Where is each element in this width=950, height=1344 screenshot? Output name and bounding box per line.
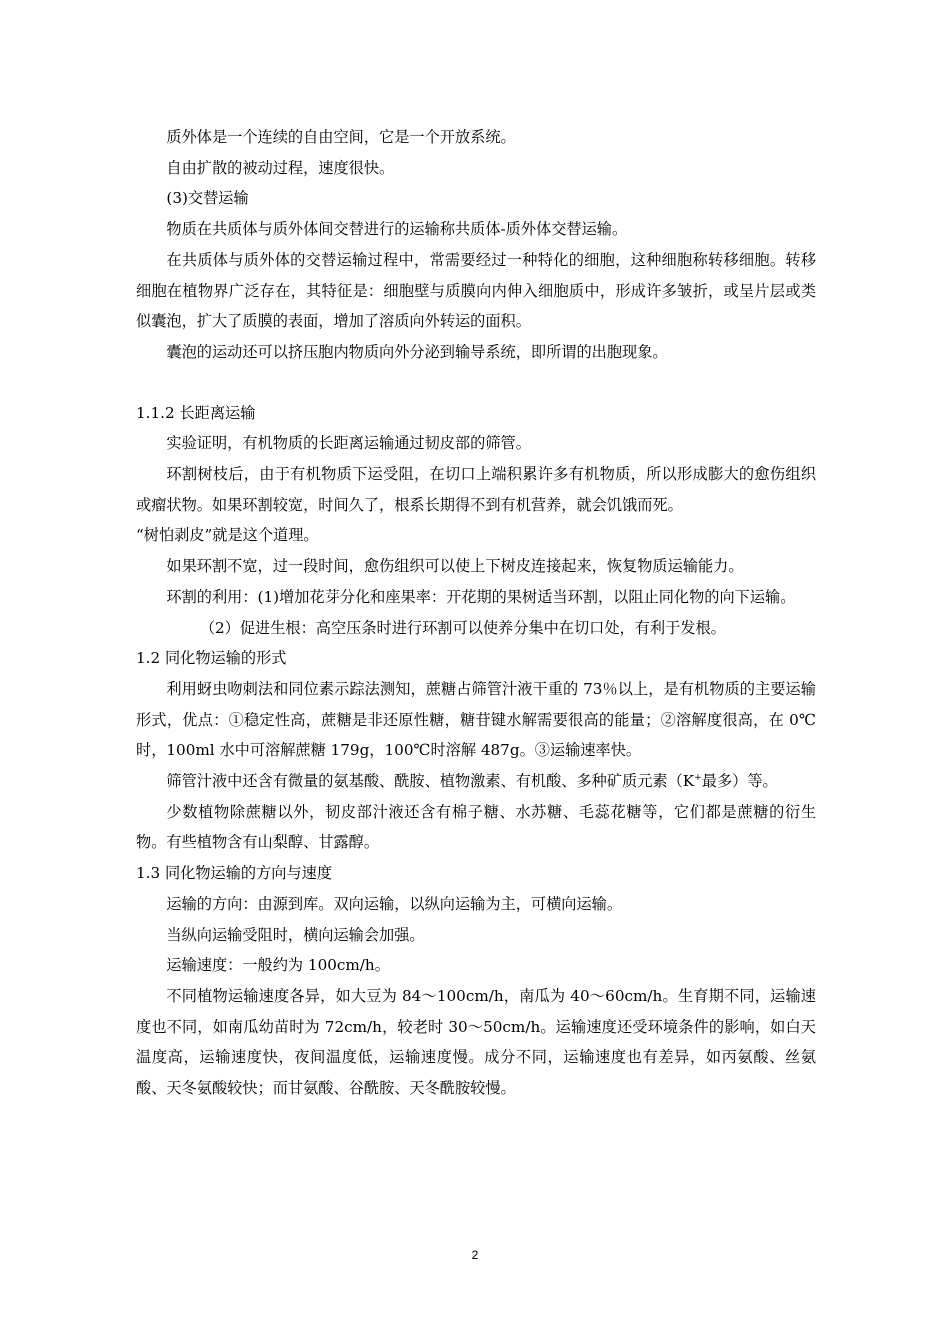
paragraph: 如果环割不宽，过一段时间，愈伤组织可以使上下树皮连接起来，恢复物质运输能力。 [166, 557, 744, 576]
superscript: + [694, 773, 702, 783]
paragraph: （2）促进生根：高空压条时进行环割可以使养分集中在切口处，有利于发根。 [199, 618, 726, 637]
text-run: 最多）等。 [701, 772, 778, 791]
paragraph: 环割树枝后，由于有机物质下运受阻，在切口上端积累许多有机物质，所以形成膨大的愈伤组织或瘤状物。如果环割较宽，时间久了，根系长期得不到有机营养，就会饥饿而死。 [136, 465, 816, 514]
section-heading: 1.1.2 长距离运输 [136, 403, 256, 422]
paragraph: 不同植物运输速度各异，如大豆为 84～100cm/h，南瓜为 40～60cm/h。生育期不同，运输速度也不同，如南瓜幼苗时为 72cm/h，较老时 30～50cm/h。运输速度还受环境条件的影响，如白天温度高，运输速度快，夜间温度低，运输速度慢。成分不同，运输速度也有差异，如丙氨酸、丝氨酸、天冬氨酸较快；而甘氨酸、谷酰胺、天冬酰胺较慢。 [136, 986, 816, 1098]
document-body [136, 122, 816, 1104]
paragraph: 自由扩散的被动过程，速度很快。 [166, 158, 395, 177]
spacer [136, 368, 816, 398]
paragraph: 实验证明，有机物质的长距离运输通过韧皮部的筛管。 [166, 434, 531, 453]
page-number: 2 [471, 1248, 479, 1262]
paragraph: 物质在共质体与质外体间交替进行的运输称共质体-质外体交替运输。 [166, 220, 628, 239]
paragraph: 少数植物除蔗糖以外，韧皮部汁液还含有棉子糖、水苏糖、毛蕊花糖等，它们都是蔗糖的衍生物。有些植物含有山梨醇、甘露醇。 [136, 802, 816, 852]
paragraph: 囊泡的运动还可以挤压胞内物质向外分泌到输导系统，即所谓的出胞现象。 [166, 342, 668, 361]
subheading: (3)交替运输 [166, 189, 249, 208]
paragraph: 环割的利用：(1)增加花芽分化和座果率：开花期的果树适当环割，以阻止同化物的向下运输。 [166, 587, 796, 606]
paragraph: “树怕剥皮”就是这个道理。 [136, 526, 319, 545]
paragraph: 在共质体与质外体的交替运输过程中，常需要经过一种特化的细胞，这种细胞称转移细胞。转移细胞在植物界广泛存在，其特征是：细胞壁与质膜向内伸入细胞质中，形成许多皱折，或呈片层或类似囊泡，扩大了质膜的表面，增加了溶质向外转运的面积。 [136, 250, 816, 331]
paragraph [136, 766, 816, 797]
paragraph: 质外体是一个连续的自由空间，它是一个开放系统。 [166, 128, 516, 146]
section-heading: 1.3 同化物运输的方向与速度 [136, 864, 333, 883]
paragraph: 运输的方向：由源到库。双向运输，以纵向运输为主，可横向运输。 [166, 894, 623, 913]
section-heading: 1.2 同化物运输的形式 [136, 649, 287, 668]
paragraph: 当纵向运输受阻时，横向运输会加强。 [166, 925, 425, 944]
paragraph: 利用蚜虫吻刺法和同位素示踪法测知，蔗糖占筛管汁液干重的 73％以上，是有机物质的主要运输形式，优点：①稳定性高，蔗糖是非还原性糖，糖苷键水解需要很高的能量；②溶解度很高，在 0℃时，100ml 水中可溶解蔗糖 179g，100℃时溶解 487g。③运输速率快。 [136, 679, 816, 760]
paragraph: 运输速度：一般约为 100cm/h。 [166, 956, 390, 975]
text-run: 筛管汁液中还含有微量的氨基酸、酰胺、植物激素、有机酸、多种矿质元素（K [166, 772, 695, 791]
